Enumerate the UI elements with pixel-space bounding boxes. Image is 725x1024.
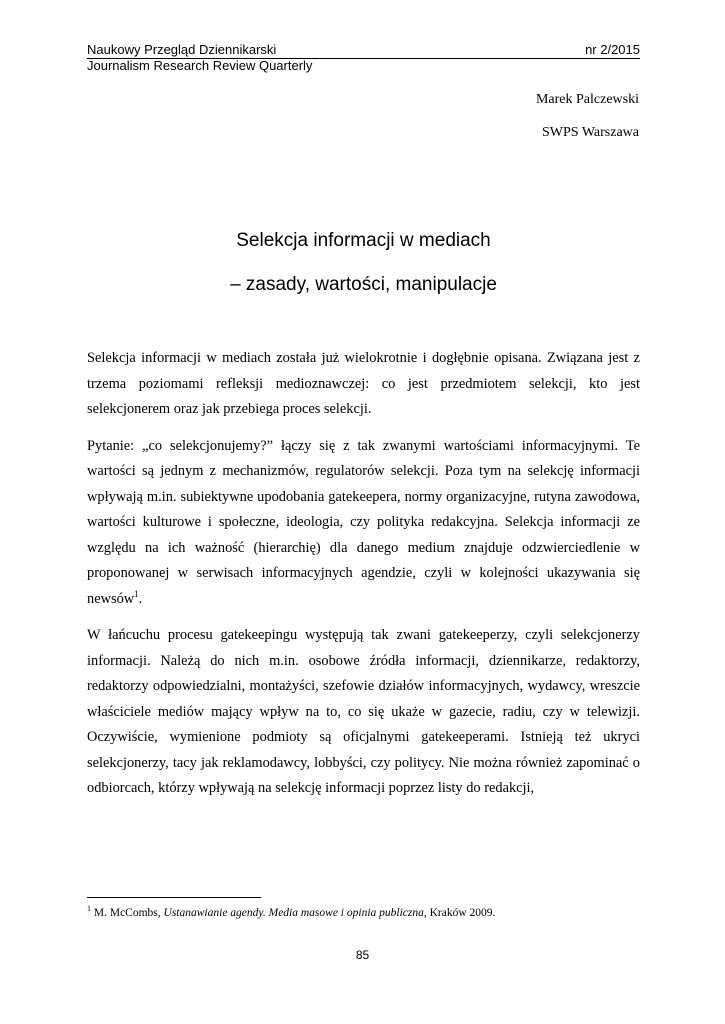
page-number: 85 bbox=[355, 948, 370, 962]
author-block bbox=[536, 90, 639, 143]
article-title bbox=[87, 228, 640, 298]
article-body bbox=[87, 346, 640, 813]
paragraph-1: Selekcja informacji w mediach została już wielokrotnie i dogłębnie opisana. Związana jest z trzema poziomami refleksji medioznawczej: co jest przedmiotem selekcji, kto jest selekcjonerem oraz jak przebiega proces selekcji. bbox=[87, 350, 640, 417]
footnote-reference[interactable]: 1 bbox=[134, 588, 139, 599]
title-line-1: Selekcja informacji w mediach bbox=[236, 230, 491, 251]
footnote-book-title: Ustanawianie agendy. Media masowe i opinia publiczna bbox=[163, 907, 424, 919]
issue-number: nr 2/2015 bbox=[585, 42, 640, 57]
title-line-2: – zasady, wartości, manipulacje bbox=[230, 274, 497, 295]
footnote bbox=[87, 906, 640, 921]
footnote-rule bbox=[87, 897, 261, 898]
footnote-author: M. McCombs, bbox=[91, 907, 164, 919]
journal-title-pl: Naukowy Przegląd Dziennikarski bbox=[87, 42, 277, 57]
paragraph-2-end: . bbox=[138, 590, 143, 607]
running-header bbox=[87, 42, 640, 73]
paragraph-2-text: Pytanie: „co selekcjonujemy?” łączy się z tak zwanymi wartościami informacyjnymi. Te wartości są jednym z mechanizmów, regulatorów selekcji. Poza tym na selekcję informacji wpływają m.in. subiektywne upodobania gatekeepera, normy organizacyjne, rutyna zawodowa, wartości kulturowe i społeczne, ideologia, czy polityka redakcyjna. Selekcja informacji ze względu na ich ważność (hierarchię) dla danego medium znajduje odzwierciedlenie w proponowanej w serwisach informacyjnych agendzie, czyli w kolejności ukazywania się newsów bbox=[87, 437, 640, 607]
paragraph-3: W łańcuchu procesu gatekeepingu występują tak zwani gatekeeperzy, czyli selekcjonerzy informacji. Należą do nich m.in. osobowe źródła informacji, dziennikarze, redaktorzy, redaktorzy odpowiedzialni, montażyści, szefowie działów informacyjnych, wydawcy, wreszcie właściciele mediów mający wpływ na to, co się ukaże w gazecie, radiu, czy w telewizji. Oczywiście, wymienione podmioty są oficjalnymi gatekeeperami. Istnieją też ukryci selekcjonerzy, tacy jak reklamodawcy, lobbyści, czy politycy. Nie można również zapominać o odbiorcach, którzy wpływają na selekcję informacji poprzez listy do redakcji, bbox=[87, 627, 640, 796]
journal-title-en: Journalism Research Review Quarterly bbox=[87, 58, 313, 73]
author-name: Marek Palczewski bbox=[535, 92, 639, 107]
paragraph-2 bbox=[87, 434, 640, 613]
author-affiliation: SWPS Warszawa bbox=[542, 125, 639, 140]
footnote-number: 1 bbox=[87, 904, 91, 914]
footnote-publication: , Kraków 2009. bbox=[423, 907, 496, 919]
